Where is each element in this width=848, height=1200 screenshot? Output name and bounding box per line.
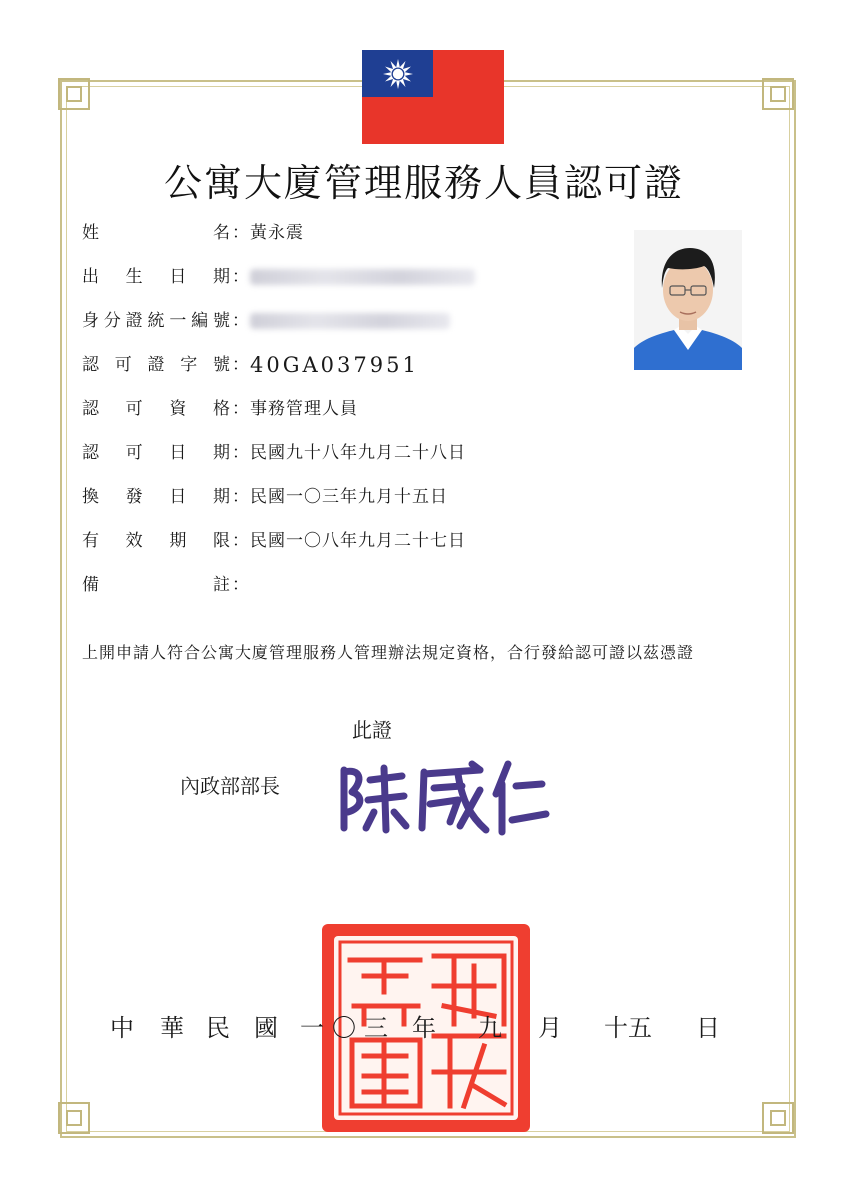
- certification-statement: 上開申請人符合公寓大廈管理服務人管理辦法規定資格，合行發給認可證以茲憑證: [82, 643, 695, 662]
- certificate-title: 公寓大廈管理服務人員認可證: [163, 161, 684, 205]
- corner-ornament: [58, 1102, 94, 1138]
- field-label: 認 可 資 格: [82, 399, 230, 419]
- redacted-id-number: [250, 313, 450, 329]
- minister-signature: [330, 750, 550, 840]
- corner-ornament: [58, 78, 94, 114]
- field-remarks: 備 註 ：: [82, 570, 642, 600]
- issue-date: 中 華 民 國 一 〇 三 年 九 月 十五 日: [110, 1014, 720, 1042]
- roc-flag-icon: [362, 50, 504, 144]
- field-cert-number: 認 可 證 字 號 ： 40GA037951: [82, 350, 642, 380]
- field-label: 出 生 日 期: [82, 267, 230, 287]
- field-value-valid-until: 民國一〇八年九月二十七日: [250, 531, 466, 551]
- holder-photo: [634, 230, 742, 370]
- field-approval-date: 認 可 日 期 ： 民國九十八年九月二十八日: [82, 438, 642, 468]
- corner-ornament: [762, 78, 798, 114]
- field-value-renewal-date: 民國一〇三年九月十五日: [250, 487, 448, 507]
- field-value-cert-number: 40GA037951: [250, 353, 419, 377]
- field-label: 認 可 日 期: [82, 443, 230, 463]
- flag-canton: [362, 50, 433, 97]
- field-label: 姓 名: [82, 223, 230, 243]
- field-label: 有 效 期 限: [82, 531, 230, 551]
- hereby-certified: 此證: [352, 718, 392, 742]
- field-birth-date: 出 生 日 期 ：: [82, 262, 642, 292]
- field-name: 姓 名 ： 黃永震: [82, 218, 642, 248]
- field-label: 換 發 日 期: [82, 487, 230, 507]
- redacted-birth-date: [250, 269, 475, 285]
- field-qualification: 認 可 資 格 ： 事務管理人員: [82, 394, 642, 424]
- field-label: 認 可 證 字 號: [82, 355, 230, 375]
- corner-ornament: [762, 1102, 798, 1138]
- field-renewal-date: 換 發 日 期 ： 民國一〇三年九月十五日: [82, 482, 642, 512]
- field-label: 身 分 證 統 一 編 號: [82, 311, 230, 331]
- minister-title: 內政部部長: [180, 774, 280, 798]
- field-valid-until: 有 效 期 限 ： 民國一〇八年九月二十七日: [82, 526, 642, 556]
- white-sun-icon: [382, 58, 414, 90]
- portrait-icon: [634, 230, 742, 370]
- field-value-approval-date: 民國九十八年九月二十八日: [250, 443, 466, 463]
- field-label: 備 註: [82, 575, 230, 595]
- field-id-number: 身 分 證 統 一 編 號 ：: [82, 306, 642, 336]
- field-value-qualification: 事務管理人員: [250, 399, 358, 419]
- field-value-name: 黃永震: [250, 223, 304, 243]
